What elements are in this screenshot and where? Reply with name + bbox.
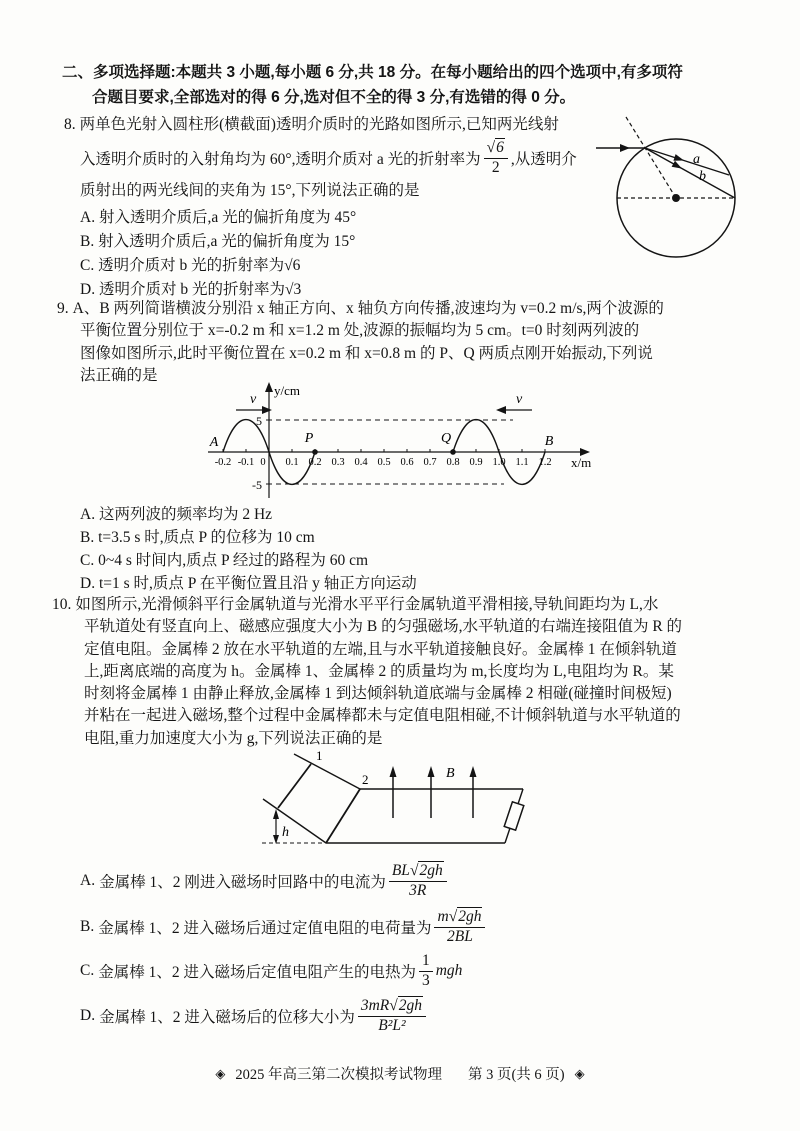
option-d-text: 金属棒 1、2 进入磁场后的位移大小为 xyxy=(99,1009,355,1026)
particle-P-label: P xyxy=(304,431,314,446)
question-9 xyxy=(57,298,767,387)
y-axis-arrowhead xyxy=(265,382,273,392)
bar-2-label: 2 xyxy=(362,772,369,787)
option-d-label: D. xyxy=(80,1007,96,1024)
svg-text:0.3: 0.3 xyxy=(331,457,345,468)
question-8-line-1 xyxy=(64,110,604,140)
field-B-label: B xyxy=(446,766,455,781)
svg-text:0.8: 0.8 xyxy=(446,457,460,468)
question-10-options xyxy=(52,858,768,1040)
question-8-option-a: A. 射入透明介质后,a 光的偏折角度为 45° xyxy=(80,209,357,226)
svg-text:1.1: 1.1 xyxy=(515,457,529,468)
particle-Q-label: Q xyxy=(440,431,452,446)
question-10-option-c xyxy=(52,950,768,992)
footer-page-number: 第 3 页(共 6 页) xyxy=(467,1067,565,1083)
incline-top-rail xyxy=(294,754,360,789)
question-9-text-1: A、B 两列简谐横波分别沿 x 轴正方向、x 轴负方向传播,波速均为 v=0.2 m/s,两个波源的 xyxy=(72,300,664,317)
question-9-option-a: A. 这两列波的频率均为 2 Hz xyxy=(80,506,273,523)
option-a-text: 金属棒 1、2 刚进入磁场时回路中的电流为 xyxy=(99,874,386,891)
question-8-option-d: D. 透明介质对 b 光的折射率为√3 xyxy=(80,281,302,298)
option-d-fraction: $\frac{3mR√2gh}{\text{B²L²}}$ xyxy=(358,998,426,1034)
velocity-label-left: v xyxy=(250,392,257,407)
question-10-option-b xyxy=(52,904,768,950)
svg-text:-0.1: -0.1 xyxy=(237,457,255,468)
question-8 xyxy=(64,110,604,302)
ray-a-arrowhead xyxy=(673,154,684,161)
svg-text:1.0: 1.0 xyxy=(492,457,506,468)
question-8-number: 8. xyxy=(64,116,76,133)
metal-bar-1 xyxy=(278,764,311,808)
question-10-line-2: 平轨道处有竖直向上、磁感应强度大小为 B 的匀强磁场,水平轨道的右端连接阻值为 R 的 xyxy=(84,618,683,636)
y-axis-label: y/cm xyxy=(274,383,300,398)
question-10-option-a xyxy=(52,858,768,904)
bar-1-label: 1 xyxy=(316,748,323,763)
refraction-circle-figure xyxy=(592,103,797,283)
section-header-line-2: 合题目要求,全部选对的得 6 分,选对但不全的得 3 分,有选错的得 0 分。 xyxy=(92,89,576,106)
question-10-line-5: 时刻将金属棒 1 由静止释放,金属棒 1 到达倾斜轨道底端与金属棒 2 相碰(碰撞时间极短) xyxy=(84,685,672,703)
ray-b-label: b xyxy=(699,169,706,184)
question-10-line-4: 上,距离底端的高度为 h。金属棒 1、金属棒 2 的质量均为 m,长度均为 L,电阻均为 R。某 xyxy=(84,662,674,680)
svg-text:0.9: 0.9 xyxy=(469,457,483,468)
question-9-option-d: D. t=1 s 时,质点 P 在平衡位置且沿 y 轴正方向运动 xyxy=(80,575,417,592)
incident-ray-arrowhead xyxy=(620,144,630,152)
question-10-text-1: 如图所示,光滑倾斜平行金属轨道与光滑水平平行金属轨道平滑相接,导轨间距均为 L,水 xyxy=(75,596,659,613)
question-9-line-3: 图像如图所示,此时平衡位置在 x=0.2 m 和 x=0.8 m 的 P、Q 两质点刚开始振动,下列说 xyxy=(80,344,653,362)
question-8-line-2 xyxy=(64,140,604,176)
question-8-option-b: B. 射入透明介质后,a 光的偏折角度为 15° xyxy=(80,233,356,250)
option-c-text: 金属棒 1、2 进入磁场后定值电阻产生的电热为 xyxy=(98,964,416,981)
question-9-number: 9. xyxy=(57,300,69,317)
svg-text:0.5: 0.5 xyxy=(377,457,391,468)
svg-text:0.2: 0.2 xyxy=(308,457,322,468)
svg-text:0: 0 xyxy=(260,457,266,468)
question-8-option-c: C. 透明介质对 b 光的折射率为√6 xyxy=(80,257,301,274)
svg-text:-0.2: -0.2 xyxy=(214,457,232,468)
wave-diagram xyxy=(180,380,600,502)
page-footer xyxy=(0,1063,800,1084)
svg-text:0.7: 0.7 xyxy=(423,457,437,468)
option-b-fraction: $\frac{m√2gh}{2BL}$ xyxy=(434,909,485,945)
question-9-line-2: 平衡位置分别位于 x=-0.2 m 和 x=1.2 m 处,波源的振幅均为 5 cm。t=0 时刻两列波的 xyxy=(80,322,640,340)
question-10-number: 10. xyxy=(52,596,72,613)
y-min-label: -5 xyxy=(252,478,262,492)
question-10-line-3: 定值电阻。金属棒 2 放在水平轨道的左端,且与水平轨道接触良好。金属棒 1 在倾斜轨道 xyxy=(84,640,677,658)
question-9-option-b: B. t=3.5 s 时,质点 P 的位移为 10 cm xyxy=(80,529,315,546)
question-9-option-c: C. 0~4 s 时间内,质点 P 经过的路程为 60 cm xyxy=(80,552,369,569)
option-c-fraction: $\frac{1}{3}$ xyxy=(419,953,433,989)
velocity-label-right: v xyxy=(516,392,523,407)
section-header-line-1: 二、多项选择题:本题共 3 小题,每小题 6 分,共 18 分。在每小题给出的四个选项中,有多项符 xyxy=(62,64,683,81)
question-9-line-1 xyxy=(57,298,767,320)
wave-B-velocity-arrowhead xyxy=(496,406,506,414)
question-10-option-d xyxy=(52,992,768,1040)
ray-b-arrowhead xyxy=(672,161,682,169)
magnetic-field-arrows xyxy=(393,773,473,818)
question-10-line-1 xyxy=(52,594,768,616)
question-10-line-7: 电阻,重力加速度大小为 g,下列说法正确的是 xyxy=(84,729,383,747)
footer-title: 2025 年高三第二次模拟考试物理 xyxy=(235,1067,442,1083)
question-8-text-2: 入透明介质时的入射角均为 60°,透明介质对 a 光的折射率为 xyxy=(80,151,481,168)
question-8-line-3: 质射出的两光线间的夹角为 15°,下列说法正确的是 xyxy=(80,182,420,199)
question-8-text-1: 两单色光射入圆柱形(横截面)透明介质时的光路如图所示,已知两光线射 xyxy=(79,116,559,133)
svg-text:0.6: 0.6 xyxy=(400,457,414,468)
radical-sign: √ xyxy=(486,139,496,157)
radicand: 6 xyxy=(496,139,504,157)
wave-A-label: A xyxy=(209,435,219,450)
sqrt6-over-2-fraction xyxy=(484,140,508,176)
question-10 xyxy=(52,594,768,750)
wave-B-label: B xyxy=(544,434,554,449)
option-b-label: B. xyxy=(80,918,95,935)
option-b-text: 金属棒 1、2 进入磁场后通过定值电阻的电荷量为 xyxy=(98,920,432,937)
footer-left-diamond-icon: ◈ xyxy=(215,1066,226,1081)
question-8-text-3: ,从透明介 xyxy=(510,151,577,168)
wave-A-velocity-arrowhead xyxy=(262,406,272,414)
svg-text:0.4: 0.4 xyxy=(354,457,368,468)
question-10-line-6: 并粘在一起进入磁场,整个过程中金属棒都未与定值电阻相碰,不计倾斜轨道与水平轨道的 xyxy=(84,707,681,725)
metal-bar-2 xyxy=(326,789,360,843)
particle-P-dot xyxy=(312,449,318,455)
magnetic-field-arrowheads xyxy=(390,766,477,777)
x-axis-label: x/m xyxy=(571,455,592,470)
particle-Q-dot xyxy=(450,449,456,455)
question-9-options xyxy=(80,503,417,595)
height-arrowhead-top xyxy=(273,809,279,819)
svg-text:0.1: 0.1 xyxy=(285,457,299,468)
incline-bottom-rail xyxy=(263,799,326,843)
rail-track-figure xyxy=(250,747,580,859)
option-c-suffix: mgh xyxy=(435,962,463,979)
resistor xyxy=(504,802,524,830)
footer-right-diamond-icon: ◈ xyxy=(574,1066,585,1081)
option-c-label: C. xyxy=(80,962,95,979)
denominator: 2 xyxy=(484,158,508,176)
option-a-fraction: $\frac{BL√2gh}{3R}$ xyxy=(389,863,447,899)
x-tick-labels xyxy=(215,457,552,468)
y-max-label: 5 xyxy=(256,414,262,428)
height-label: h xyxy=(282,825,289,840)
ray-a-label: a xyxy=(693,152,700,167)
question-9-line-4: 法正确的是 xyxy=(80,366,158,384)
option-a-label: A. xyxy=(80,872,96,889)
svg-text:1.2: 1.2 xyxy=(538,457,552,468)
